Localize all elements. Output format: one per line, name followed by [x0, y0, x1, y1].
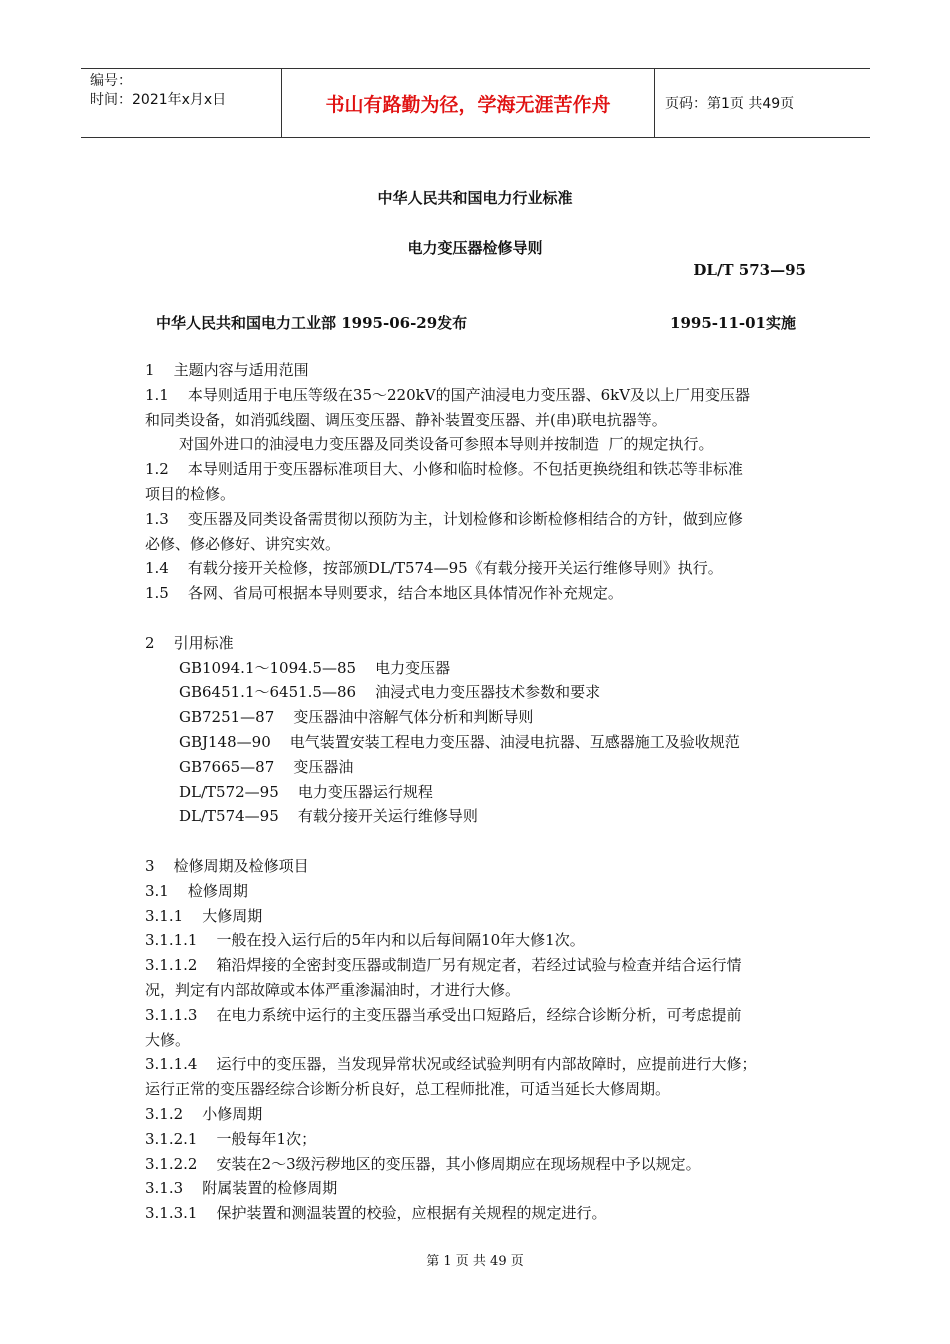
doc-title: 电力变压器检修导则 — [407, 239, 543, 257]
issue-line — [156, 312, 796, 333]
reference-item: GBJ148—90 电气装置安装工程电力变压器、油浸电抗器、互感器施工及验收规范 — [179, 732, 740, 751]
reference-item: GB6451.1～6451.5—86 油浸式电力变压器技术参数和要求 — [179, 683, 601, 702]
paragraph: 1.4 有载分接开关检修，按部颁DL/T574—95《有载分接开关运行维修导则》执行。 — [145, 559, 723, 578]
standard-number: DL/T 573—95 — [693, 261, 806, 279]
paragraph: 况，判定有内部故障或本体严重渗漏油时，才进行大修。 — [145, 980, 521, 999]
subsection-heading: 3.1.3 附属装置的检修周期 — [145, 1179, 338, 1198]
paragraph: 和同类设备，如消弧线圈、调压变压器、静补装置变压器、并(串)联电抗器等。 — [145, 410, 667, 429]
reference-item: DL/T574—95 有载分接开关运行维修导则 — [179, 807, 478, 826]
paragraph: 1.2 本导则适用于变压器标准项目大、小修和临时检修。不包括更换绕组和铁芯等非标准 — [145, 460, 743, 479]
subsection-heading: 3.1 检修周期 — [145, 881, 248, 900]
paragraph: 项目的检修。 — [145, 484, 236, 503]
reference-item: GB7251—87 变压器油中溶解气体分析和判断导则 — [179, 708, 534, 727]
document-body — [145, 358, 815, 1226]
time-label: 时间：2021年x月x日 — [90, 92, 227, 108]
subsection-heading: 3.1.2 小修周期 — [145, 1104, 263, 1123]
paragraph: 1.5 各网、省局可根据本导则要求，结合本地区具体情况作补充规定。 — [145, 584, 623, 603]
subsection-heading: 3.1.1 大修周期 — [145, 906, 263, 925]
paragraph: 3.1.1.3 在电力系统中运行的主变压器当承受出口短路后，经综合诊断分析，可考虑提前 — [145, 1005, 742, 1024]
page-info: 页码：第1页 共49页 — [665, 96, 795, 112]
paragraph: 3.1.2.2 安装在2～3级污秽地区的变压器，其小修周期应在现场规程中予以规定。 — [145, 1154, 701, 1173]
header-table — [81, 68, 870, 138]
section-heading: 2 引用标准 — [145, 633, 234, 652]
paragraph: 3.1.1.4 运行中的变压器，当发现异常状况或经试验判明有内部故障时，应提前进行大修； — [145, 1055, 757, 1074]
paragraph: 大修。 — [145, 1030, 191, 1049]
reference-item: GB1094.1～1094.5—85 电力变压器 — [179, 658, 451, 677]
paragraph: 运行正常的变压器经综合诊断分析良好，总工程师批准，可适当延长大修周期。 — [145, 1080, 671, 1099]
paragraph: 3.1.2.1 一般每年1次； — [145, 1129, 317, 1148]
issued-by: 中华人民共和国电力工业部 1995-06-29发布 — [156, 314, 468, 332]
page-footer: 第 1 页 共 49 页 — [426, 1254, 524, 1269]
section-heading: 1 主题内容与适用范围 — [145, 361, 309, 379]
code-label: 编号： — [90, 73, 132, 89]
paragraph: 必修、修必修好、讲究实效。 — [145, 534, 341, 553]
paragraph: 对国外进口的油浸电力变压器及同类设备可参照本导则并按制造 厂的规定执行。 — [179, 435, 714, 454]
motto: 书山有路勤为径，学海无涯苦作舟 — [282, 69, 655, 137]
reference-item: DL/T572—95 电力变压器运行规程 — [179, 782, 433, 801]
effective-date: 1995-11-01实施 — [670, 314, 796, 332]
org-title: 中华人民共和国电力行业标准 — [377, 189, 573, 207]
reference-item: GB7665—87 变压器油 — [179, 757, 354, 776]
paragraph: 3.1.1.2 箱沿焊接的全密封变压器或制造厂另有规定者，若经过试验与检查并结合运行情 — [145, 956, 742, 975]
paragraph: 3.1.3.1 保护装置和测温装置的校验，应根据有关规程的规定进行。 — [145, 1204, 607, 1223]
section-heading: 3 检修周期及检修项目 — [145, 856, 309, 875]
header-meta — [81, 69, 282, 137]
paragraph: 3.1.1.1 一般在投入运行后的5年内和以后每间隔10年大修1次。 — [145, 931, 585, 950]
paragraph: 1.1 本导则适用于电压等级在35～220kV的国产油浸电力变压器、6kV及以上厂用变压器 — [145, 385, 751, 404]
paragraph: 1.3 变压器及同类设备需贯彻以预防为主，计划检修和诊断检修相结合的方针，做到应修 — [145, 509, 743, 528]
